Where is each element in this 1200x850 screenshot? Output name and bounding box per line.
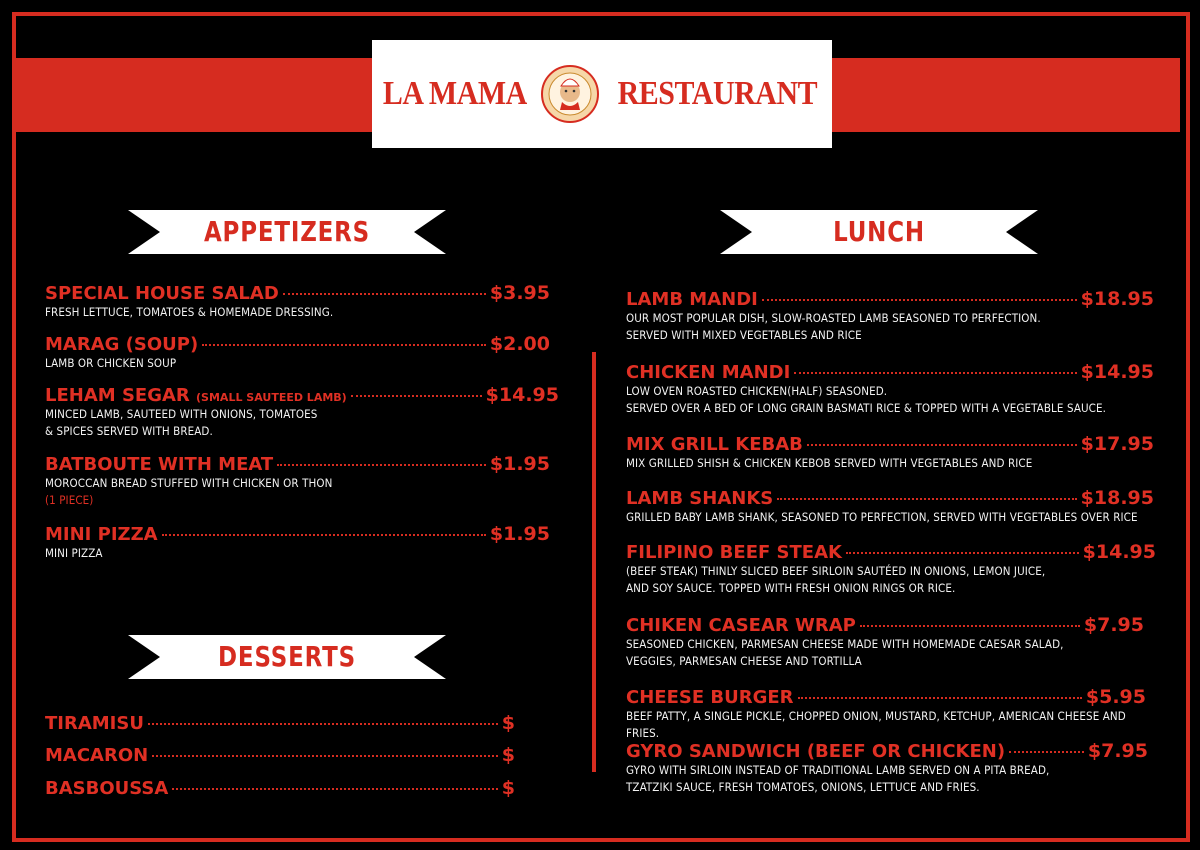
item-price: $7.95	[1087, 740, 1148, 762]
item-description: GRILLED BABY LAMB SHANK, SEASONED TO PERFECTION, SERVED WITH VEGETABLES OVER RICE	[626, 510, 1138, 524]
leader-dots	[351, 395, 482, 397]
item-price: $18.95	[1080, 487, 1154, 509]
item-name: SPECIAL HOUSE SALAD	[45, 283, 279, 304]
leader-dots	[202, 344, 486, 346]
leader-dots	[860, 625, 1080, 627]
restaurant-logo	[372, 40, 832, 148]
item-description: SERVED OVER A BED OF LONG GRAIN BASMATI RICE & TOPPED WITH A VEGETABLE SAUCE.	[626, 401, 1107, 415]
item-description: MIX GRILLED SHISH & CHICKEN KEBOB SERVED WITH VEGETABLES AND RICE	[626, 456, 1033, 470]
item-name: CHEESE BURGER	[626, 687, 794, 708]
item-price: $	[501, 777, 515, 799]
item-name: LAMB MANDI	[626, 289, 758, 310]
menu-item	[626, 487, 1154, 526]
item-price: $18.95	[1080, 288, 1154, 310]
logo-name-right: RESTAURANT	[618, 75, 818, 112]
item-name: LEHAM SEGAR (SMALL SAUTEED LAMB)	[45, 385, 347, 406]
item-name: MIX GRILL KEBAB	[626, 434, 803, 455]
item-name: BASBOUSSA	[45, 778, 169, 799]
appetizers-banner	[128, 210, 446, 254]
item-description: BEEF PATTY, A SINGLE PICKLE, CHOPPED ONION, MUSTARD, KETCHUP, AMERICAN CHEESE AND FRIES.	[626, 709, 1126, 740]
item-description: MINCED LAMB, SAUTEED WITH ONIONS, TOMATOES	[45, 407, 318, 421]
item-name: GYRO SANDWICH (BEEF OR CHICKEN)	[626, 741, 1006, 762]
item-description: & SPICES SERVED WITH BREAD.	[45, 424, 213, 438]
desserts-heading: DESSERTS	[218, 640, 356, 673]
column-divider	[592, 352, 596, 772]
menu-item	[45, 384, 559, 440]
menu-item	[626, 614, 1144, 670]
item-price: $1.95	[489, 523, 550, 545]
item-description: SERVED WITH MIXED VEGETABLES AND RICE	[626, 328, 862, 342]
leader-dots	[794, 372, 1076, 374]
menu-item	[626, 541, 1156, 597]
menu-item	[626, 288, 1154, 344]
item-description: SEASONED CHICKEN, PARMESAN CHEESE MADE WITH HOMEMADE CAESAR SALAD,	[626, 637, 1064, 651]
menu-item	[45, 333, 550, 372]
item-name: FILIPINO BEEF STEAK	[626, 542, 842, 563]
item-name: TIRAMISU	[45, 713, 144, 734]
menu-item	[626, 361, 1154, 417]
chef-emblem-icon	[540, 64, 600, 124]
item-price: $2.00	[489, 333, 550, 355]
item-name-note: (SMALL SAUTEED LAMB)	[196, 391, 347, 404]
leader-dots	[172, 788, 497, 790]
item-description: LOW OVEN ROASTED CHICKEN(HALF) SEASONED.	[626, 384, 888, 398]
item-description: (BEEF STEAK) THINLY SLICED BEEF SIRLOIN SAUTÉED IN ONIONS, LEMON JUICE,	[626, 564, 1046, 578]
item-name: LAMB SHANKS	[626, 488, 774, 509]
item-price: $14.95	[485, 384, 559, 406]
item-description: LAMB OR CHICKEN SOUP	[45, 356, 177, 370]
leader-dots	[762, 299, 1077, 301]
item-description: VEGGIES, PARMESAN CHEESE AND TORTILLA	[626, 654, 862, 668]
leader-dots	[162, 534, 486, 536]
leader-dots	[777, 498, 1076, 500]
item-price: $5.95	[1085, 686, 1146, 708]
menu-item	[45, 282, 550, 321]
leader-dots	[152, 755, 498, 757]
item-description: TZATZIKI SAUCE, FRESH TOMATOES, ONIONS, LETTUCE AND FRIES.	[626, 780, 980, 794]
item-price: $14.95	[1082, 541, 1156, 563]
item-description: OUR MOST POPULAR DISH, SLOW-ROASTED LAMB SEASONED TO PERFECTION.	[626, 311, 1041, 325]
menu-item	[626, 686, 1146, 742]
menu-item	[45, 523, 550, 562]
desserts-banner	[128, 635, 446, 679]
item-price: $14.95	[1080, 361, 1154, 383]
item-description: AND SOY SAUCE. TOPPED WITH FRESH ONION RINGS OR RICE.	[626, 581, 956, 595]
leader-dots	[283, 293, 486, 295]
item-price: $1.95	[489, 453, 550, 475]
item-name: CHIKEN CASEAR WRAP	[626, 615, 856, 636]
item-price: $	[501, 744, 515, 766]
leader-dots	[148, 723, 498, 725]
leader-dots	[846, 552, 1079, 554]
item-name: MINI PIZZA	[45, 524, 158, 545]
leader-dots	[798, 697, 1082, 699]
item-description: MINI PIZZA	[45, 546, 103, 560]
item-description: MOROCCAN BREAD STUFFED WITH CHICKEN OR THON	[45, 476, 333, 490]
item-price: $3.95	[489, 282, 550, 304]
dessert-item	[45, 777, 515, 799]
leader-dots	[1009, 751, 1084, 753]
leader-dots	[807, 444, 1077, 446]
appetizers-heading: APPETIZERS	[203, 215, 371, 248]
leader-dots	[277, 464, 486, 466]
item-description: FRESH LETTUCE, TOMATOES & HOMEMADE DRESSING.	[45, 305, 334, 319]
item-note: (1 PIECE)	[45, 493, 94, 507]
item-price: $7.95	[1083, 614, 1144, 636]
item-price: $17.95	[1080, 433, 1154, 455]
lunch-banner	[720, 210, 1038, 254]
item-description: GYRO WITH SIRLOIN INSTEAD OF TRADITIONAL LAMB SERVED ON A PITA BREAD,	[626, 763, 1050, 777]
item-name: MACARON	[45, 745, 149, 766]
dessert-item	[45, 744, 515, 766]
item-price: $	[501, 712, 515, 734]
menu-item	[626, 433, 1154, 472]
logo-name-left: LA MAMA	[382, 75, 527, 112]
lunch-heading: LUNCH	[833, 215, 925, 248]
item-name: BATBOUTE WITH MEAT	[45, 454, 274, 475]
dessert-item	[45, 712, 515, 734]
item-name: MARAG (SOUP)	[45, 334, 199, 355]
item-name: CHICKEN MANDI	[626, 362, 791, 383]
menu-item	[626, 740, 1148, 796]
menu-item	[45, 453, 550, 509]
